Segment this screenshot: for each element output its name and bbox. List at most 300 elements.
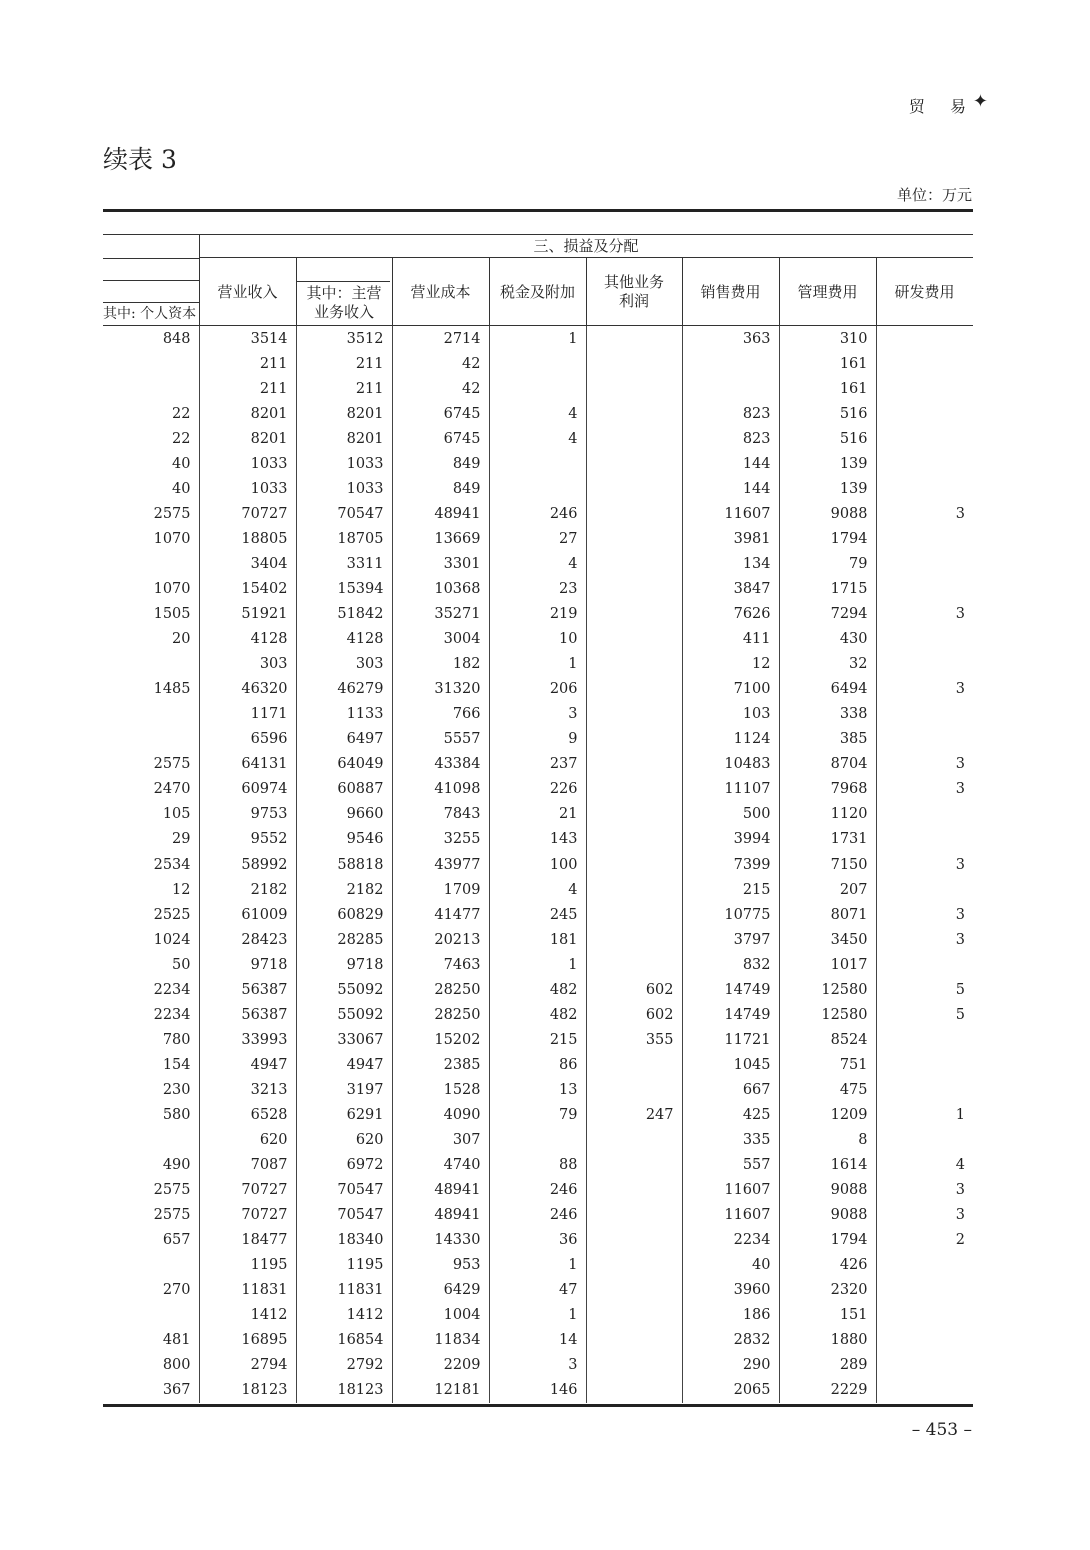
group-header: 三、损益及分配	[533, 237, 639, 255]
table-cell	[103, 702, 199, 727]
table-cell: 207	[779, 877, 876, 902]
table-row	[103, 827, 973, 852]
table-cell: 6494	[779, 677, 876, 702]
table-cell: 430	[779, 627, 876, 652]
table-cell: 5	[876, 977, 973, 1002]
table-cell: 1	[489, 952, 586, 977]
table-cell	[586, 827, 682, 852]
table-cell: 9718	[199, 952, 296, 977]
table-cell: 70727	[199, 1178, 296, 1203]
table-cell: 215	[682, 877, 779, 902]
table-cell: 79	[489, 1102, 586, 1127]
table-cell: 226	[489, 777, 586, 802]
table-cell: 1070	[153, 530, 191, 547]
table-row	[103, 852, 973, 877]
table-cell: 2209	[392, 1353, 489, 1378]
table-cell: 3	[489, 702, 586, 727]
table-cell: 1195	[199, 1253, 296, 1278]
table-cell: 15394	[296, 576, 392, 601]
table-row	[103, 702, 973, 727]
table-cell	[586, 1353, 682, 1378]
table-cell: 55092	[296, 1002, 392, 1027]
table-cell: 144	[682, 476, 779, 501]
table-cell: 11721	[682, 1027, 779, 1052]
table-cell: 3994	[682, 827, 779, 852]
table-cell: 18123	[296, 1378, 392, 1403]
table-cell: 8704	[779, 752, 876, 777]
table-cell	[586, 1303, 682, 1328]
table-cell: 13	[489, 1077, 586, 1102]
table-cell: 28285	[296, 927, 392, 952]
table-cell: 303	[199, 652, 296, 677]
table-cell	[586, 677, 682, 702]
table-cell: 1731	[779, 827, 876, 852]
col-header-main-revenue: 其中：主营	[306, 284, 382, 302]
table-cell: 215	[489, 1027, 586, 1052]
table-cell: 500	[682, 802, 779, 827]
table-cell	[586, 777, 682, 802]
table-cell: 2234	[153, 1006, 191, 1023]
table-body	[103, 326, 973, 1403]
col-header-other-profit: 其他业务	[603, 273, 664, 291]
table-cell: 12181	[392, 1378, 489, 1403]
table-cell	[586, 1077, 682, 1102]
table-cell: 43977	[392, 852, 489, 877]
table-cell: 1124	[682, 727, 779, 752]
table-cell	[876, 351, 973, 376]
table-cell: 3255	[392, 827, 489, 852]
table-cell: 800	[162, 1357, 191, 1374]
table-cell: 10368	[392, 576, 489, 601]
table-cell: 186	[682, 1303, 779, 1328]
table-cell: 482	[489, 1002, 586, 1027]
table-cell: 47	[489, 1278, 586, 1303]
table-cell: 6429	[392, 1278, 489, 1303]
table-cell: 14749	[682, 1002, 779, 1027]
table-title: 续表 3	[103, 145, 177, 174]
table-row	[103, 1328, 973, 1353]
table-cell: 40	[172, 455, 191, 472]
table-cell	[876, 827, 973, 852]
table-cell: 5557	[392, 727, 489, 752]
table-cell: 154	[162, 1056, 191, 1073]
table-row	[103, 1303, 973, 1328]
table-cell: 33067	[296, 1027, 392, 1052]
table-cell: 3213	[199, 1077, 296, 1102]
table-row	[103, 1128, 973, 1153]
table-cell: 4	[489, 877, 586, 902]
table-cell: 7294	[779, 602, 876, 627]
table-cell	[103, 551, 199, 576]
table-cell	[876, 451, 973, 476]
table-cell	[876, 1303, 973, 1328]
table-cell: 143	[489, 827, 586, 852]
table-cell: 367	[162, 1382, 191, 1399]
table-cell	[876, 1077, 973, 1102]
table-cell: 7087	[199, 1153, 296, 1178]
table-cell: 246	[489, 1203, 586, 1228]
table-cell: 27	[489, 526, 586, 551]
table-cell: 41477	[392, 902, 489, 927]
table-cell: 823	[682, 426, 779, 451]
table-cell: 620	[199, 1128, 296, 1153]
table-cell: 1528	[392, 1077, 489, 1102]
table-cell: 1045	[682, 1052, 779, 1077]
table-cell	[586, 1228, 682, 1253]
table-cell: 1209	[779, 1102, 876, 1127]
table-cell	[586, 902, 682, 927]
table-cell: 134	[682, 551, 779, 576]
table-row	[103, 802, 973, 827]
table-cell: 41098	[392, 777, 489, 802]
table-cell: 16854	[296, 1328, 392, 1353]
table-cell	[586, 602, 682, 627]
table-cell: 9660	[296, 802, 392, 827]
table-cell: 4740	[392, 1153, 489, 1178]
table-cell: 2794	[199, 1353, 296, 1378]
table-row	[103, 1002, 973, 1027]
table-row	[103, 902, 973, 927]
table-cell: 247	[586, 1102, 682, 1127]
table-cell: 1033	[296, 451, 392, 476]
table-cell: 36	[489, 1228, 586, 1253]
table-cell: 23	[489, 576, 586, 601]
table-cell: 490	[162, 1157, 191, 1174]
table-cell: 230	[162, 1081, 191, 1098]
table-row	[103, 476, 973, 501]
table-cell	[876, 401, 973, 426]
table-cell: 780	[162, 1031, 191, 1048]
table-cell	[586, 576, 682, 601]
table-cell: 18805	[199, 526, 296, 551]
table-cell	[876, 727, 973, 752]
table-cell: 620	[296, 1128, 392, 1153]
table-cell: 4947	[199, 1052, 296, 1077]
table-cell: 11607	[682, 501, 779, 526]
table-cell: 1017	[779, 952, 876, 977]
table-cell: 79	[779, 551, 876, 576]
table-cell: 12	[172, 881, 191, 898]
table-cell: 2229	[779, 1378, 876, 1403]
table-cell: 8201	[296, 401, 392, 426]
table-row	[103, 1353, 973, 1378]
table-cell	[876, 526, 973, 551]
table-row	[103, 551, 973, 576]
table-cell: 2234	[682, 1228, 779, 1253]
table-cell	[876, 551, 973, 576]
table-cell: 161	[779, 376, 876, 401]
table-cell: 10	[489, 627, 586, 652]
table-cell	[586, 1328, 682, 1353]
table-cell: 481	[162, 1332, 191, 1349]
header-rule	[297, 281, 390, 282]
table-cell: 48941	[392, 1178, 489, 1203]
table-cell: 3	[876, 1203, 973, 1228]
table-row	[103, 401, 973, 426]
table-cell: 181	[489, 927, 586, 952]
table-cell: 849	[392, 451, 489, 476]
table-cell: 7150	[779, 852, 876, 877]
table-cell: 211	[199, 376, 296, 401]
table-row	[103, 777, 973, 802]
table-cell: 310	[779, 326, 876, 351]
table-cell: 3960	[682, 1278, 779, 1303]
table-cell: 58818	[296, 852, 392, 877]
table-cell: 12	[682, 652, 779, 677]
table-cell: 1	[489, 1303, 586, 1328]
table-cell: 64049	[296, 752, 392, 777]
table-row	[103, 1102, 973, 1127]
table-cell	[586, 952, 682, 977]
table-cell: 4947	[296, 1052, 392, 1077]
table-cell: 3	[876, 902, 973, 927]
table-cell: 18477	[199, 1228, 296, 1253]
table-cell: 3	[876, 1178, 973, 1203]
table-cell	[103, 376, 199, 401]
table-cell: 290	[682, 1353, 779, 1378]
table-cell: 7968	[779, 777, 876, 802]
table-cell: 4128	[296, 627, 392, 652]
table-cell: 516	[779, 426, 876, 451]
table-cell	[876, 1128, 973, 1153]
table-cell: 35271	[392, 602, 489, 627]
table-cell: 70547	[296, 501, 392, 526]
table-cell: 385	[779, 727, 876, 752]
table-cell: 40	[172, 480, 191, 497]
table-cell: 70547	[296, 1178, 392, 1203]
table-cell	[103, 727, 199, 752]
table-cell: 61009	[199, 902, 296, 927]
table-cell: 5	[876, 1002, 973, 1027]
table-cell	[586, 1253, 682, 1278]
table-cell: 70727	[199, 1203, 296, 1228]
table-row	[103, 627, 973, 652]
table-cell	[876, 627, 973, 652]
table-cell: 11831	[199, 1278, 296, 1303]
table-cell	[876, 1378, 973, 1403]
table-cell: 11831	[296, 1278, 392, 1303]
table-cell: 3	[876, 927, 973, 952]
table-cell	[586, 526, 682, 551]
table-cell: 289	[779, 1353, 876, 1378]
table-cell: 60829	[296, 902, 392, 927]
table-cell: 2832	[682, 1328, 779, 1353]
bottom-rule	[103, 1404, 973, 1407]
table-cell: 70547	[296, 1203, 392, 1228]
table-cell	[586, 702, 682, 727]
table-row	[103, 752, 973, 777]
table-cell: 3301	[392, 551, 489, 576]
table-cell: 482	[489, 977, 586, 1002]
table-cell: 8201	[199, 401, 296, 426]
data-table	[103, 326, 973, 1403]
table-row	[103, 1052, 973, 1077]
table-cell: 475	[779, 1077, 876, 1102]
table-cell	[586, 1378, 682, 1403]
col-header-cost: 营业成本	[410, 283, 471, 301]
table-cell: 58992	[199, 852, 296, 877]
table-cell: 11607	[682, 1178, 779, 1203]
table-cell: 182	[392, 652, 489, 677]
table-cell	[489, 476, 586, 501]
table-cell: 60887	[296, 777, 392, 802]
table-cell: 303	[296, 652, 392, 677]
table-cell: 11834	[392, 1328, 489, 1353]
table-cell: 1133	[296, 702, 392, 727]
table-cell: 1614	[779, 1153, 876, 1178]
table-cell: 9	[489, 727, 586, 752]
table-row	[103, 977, 973, 1002]
col-header-personal-capital: 其中: 个人资本	[103, 306, 197, 322]
table-row	[103, 952, 973, 977]
table-cell	[586, 326, 682, 351]
table-cell: 338	[779, 702, 876, 727]
table-cell: 848	[162, 330, 191, 347]
table-cell: 9546	[296, 827, 392, 852]
table-cell: 657	[162, 1232, 191, 1249]
table-row	[103, 426, 973, 451]
table-cell	[586, 426, 682, 451]
table-cell: 1794	[779, 1228, 876, 1253]
table-cell	[586, 1153, 682, 1178]
header-rule	[103, 234, 973, 235]
table-cell	[586, 852, 682, 877]
col-header-admin: 管理费用	[797, 283, 858, 301]
table-cell: 1033	[199, 476, 296, 501]
table-cell	[876, 1027, 973, 1052]
table-cell: 1	[489, 652, 586, 677]
table-cell: 42	[392, 351, 489, 376]
table-row	[103, 727, 973, 752]
table-cell: 580	[162, 1106, 191, 1123]
table-cell: 270	[162, 1282, 191, 1299]
table-cell: 1715	[779, 576, 876, 601]
table-cell: 2792	[296, 1353, 392, 1378]
table-cell: 22	[172, 430, 191, 447]
table-cell	[682, 351, 779, 376]
table-cell: 86	[489, 1052, 586, 1077]
table-cell: 3514	[199, 326, 296, 351]
table-cell: 3404	[199, 551, 296, 576]
table-cell: 10775	[682, 902, 779, 927]
table-cell: 3	[876, 777, 973, 802]
table-row	[103, 326, 973, 351]
table-cell: 2234	[153, 981, 191, 998]
table-cell: 29	[172, 831, 191, 848]
table-cell: 6596	[199, 727, 296, 752]
table-cell: 3981	[682, 526, 779, 551]
table-cell: 751	[779, 1052, 876, 1077]
table-cell: 211	[296, 351, 392, 376]
table-cell: 2534	[153, 856, 191, 873]
table-cell	[876, 1253, 973, 1278]
table-cell: 31320	[392, 677, 489, 702]
top-rule	[103, 209, 973, 212]
table-cell: 4128	[199, 627, 296, 652]
table-cell	[586, 752, 682, 777]
table-cell	[489, 451, 586, 476]
table-cell: 51842	[296, 602, 392, 627]
table-row	[103, 1278, 973, 1303]
table-row	[103, 376, 973, 401]
table-cell	[586, 1178, 682, 1203]
table-cell: 7463	[392, 952, 489, 977]
col-header-main-revenue-2: 业务收入	[313, 303, 374, 321]
table-cell: 28250	[392, 1002, 489, 1027]
table-cell: 14	[489, 1328, 586, 1353]
table-cell: 139	[779, 476, 876, 501]
table-cell: 6972	[296, 1153, 392, 1178]
table-cell	[586, 1278, 682, 1303]
table-cell: 56387	[199, 977, 296, 1002]
table-row	[103, 877, 973, 902]
table-cell: 7399	[682, 852, 779, 877]
unit-label: 单位：万元	[896, 186, 972, 204]
table-cell: 1412	[296, 1303, 392, 1328]
table-cell: 1880	[779, 1328, 876, 1353]
table-row	[103, 501, 973, 526]
table-cell: 237	[489, 752, 586, 777]
table-cell: 2065	[682, 1378, 779, 1403]
table-cell: 516	[779, 401, 876, 426]
table-cell: 1004	[392, 1303, 489, 1328]
table-cell: 100	[489, 852, 586, 877]
table-cell: 1070	[153, 580, 191, 597]
table-cell: 335	[682, 1128, 779, 1153]
table-cell: 11107	[682, 777, 779, 802]
table-cell	[586, 627, 682, 652]
table-cell: 40	[682, 1253, 779, 1278]
table-cell	[586, 476, 682, 501]
table-row	[103, 1077, 973, 1102]
table-cell	[489, 376, 586, 401]
table-cell: 18705	[296, 526, 392, 551]
table-row	[103, 927, 973, 952]
table-cell: 32	[779, 652, 876, 677]
table-row	[103, 451, 973, 476]
table-cell: 211	[296, 376, 392, 401]
table-cell: 3450	[779, 927, 876, 952]
table-row	[103, 652, 973, 677]
table-cell: 14749	[682, 977, 779, 1002]
table-cell: 103	[682, 702, 779, 727]
table-cell: 2182	[296, 877, 392, 902]
table-cell: 1120	[779, 802, 876, 827]
table-cell: 1024	[153, 931, 191, 948]
table-cell: 2575	[153, 1182, 191, 1199]
table-cell: 18340	[296, 1228, 392, 1253]
table-cell: 9088	[779, 501, 876, 526]
table-cell	[103, 1253, 199, 1278]
col-header-tax: 税金及附加	[499, 283, 575, 301]
table-cell: 3	[876, 752, 973, 777]
table-cell: 307	[392, 1128, 489, 1153]
table-cell: 151	[779, 1303, 876, 1328]
table-cell: 16895	[199, 1328, 296, 1353]
table-cell: 10483	[682, 752, 779, 777]
table-cell: 15402	[199, 576, 296, 601]
table-cell: 48941	[392, 1203, 489, 1228]
table-cell: 1171	[199, 702, 296, 727]
col-header-rnd: 研发费用	[894, 283, 955, 301]
table-cell: 70727	[199, 501, 296, 526]
table-cell: 2575	[153, 756, 191, 773]
table-cell: 12580	[779, 1002, 876, 1027]
table-cell: 46320	[199, 677, 296, 702]
table-cell: 7626	[682, 602, 779, 627]
header-rule	[103, 302, 199, 303]
table-cell: 3311	[296, 551, 392, 576]
